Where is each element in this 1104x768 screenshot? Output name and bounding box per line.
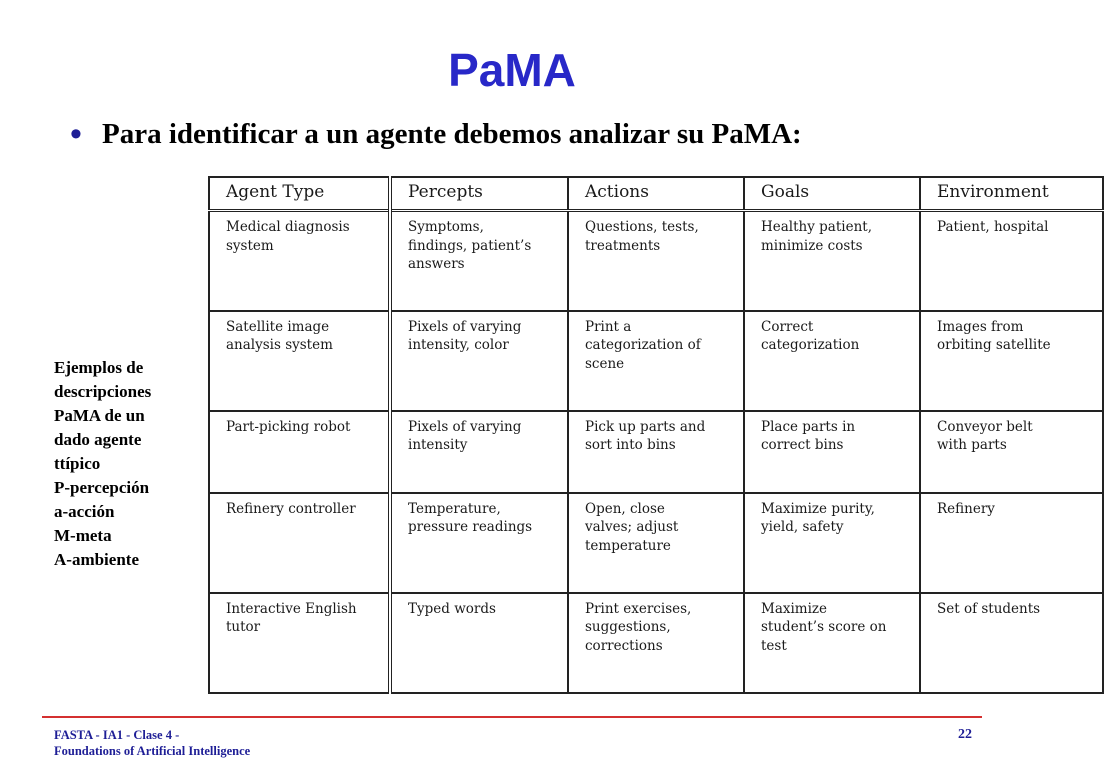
- cell-actions: [568, 593, 744, 693]
- cell-line: findings, patient’s: [408, 237, 532, 254]
- cell-actions: [568, 211, 744, 311]
- bullet-text: Para identificar a un agente debemos analizar su PaMA:: [102, 118, 802, 150]
- cell-environment: [920, 311, 1103, 411]
- cell-actions: [568, 493, 744, 593]
- cell-line: correct bins: [761, 437, 844, 454]
- cell-line: intensity, color: [408, 337, 509, 354]
- cell-line: system: [226, 237, 274, 254]
- cell-goals: [744, 311, 920, 411]
- pama-table: [208, 176, 1104, 694]
- bullet-point: [70, 112, 802, 156]
- cell-line: student’s score on: [761, 619, 887, 636]
- header-actions: Actions: [568, 177, 744, 211]
- cell-percepts: [390, 211, 568, 311]
- cell-line: Images from: [937, 318, 1024, 335]
- side-note-line: A-ambiente: [54, 550, 139, 569]
- cell-line: with parts: [937, 437, 1007, 454]
- cell-line: Correct: [761, 318, 814, 335]
- cell-line: temperature: [585, 537, 671, 554]
- cell-agent-type: [209, 593, 390, 693]
- cell-percepts: [390, 411, 568, 493]
- cell-goals: [744, 593, 920, 693]
- side-note-line: dado agente: [54, 430, 142, 449]
- cell-line: categorization: [761, 337, 860, 354]
- cell-agent-type: [209, 493, 390, 593]
- cell-line: test: [761, 637, 787, 654]
- cell-line: Maximize purity,: [761, 500, 875, 517]
- header-agent-type: Agent Type: [209, 177, 390, 211]
- cell-line: Maximize: [761, 600, 828, 617]
- cell-line: Pick up parts and: [585, 418, 706, 435]
- cell-line: orbiting satellite: [937, 337, 1051, 354]
- cell-line: treatments: [585, 237, 661, 254]
- cell-line: Healthy patient,: [761, 219, 872, 235]
- cell-environment: [920, 593, 1103, 693]
- cell-line: categorization of: [585, 337, 701, 354]
- header-goals: Goals: [744, 177, 920, 211]
- footer-course-info: [54, 727, 250, 759]
- cell-agent-type: [209, 411, 390, 493]
- header-environment: Environment: [920, 177, 1103, 211]
- cell-line: analysis system: [226, 337, 333, 354]
- cell-line: scene: [585, 355, 625, 372]
- cell-line: Pixels of varying: [408, 418, 522, 435]
- side-note-line: P-percepción: [54, 478, 150, 497]
- cell-line: Patient, hospital: [937, 219, 1049, 235]
- cell-line: Print exercises,: [585, 600, 692, 617]
- cell-line: Medical diagnosis: [226, 219, 350, 235]
- cell-line: Print a: [585, 318, 632, 335]
- side-note: [54, 356, 204, 572]
- footer-line-2: Foundations of Artificial Intelligence: [54, 744, 251, 758]
- cell-environment: [920, 211, 1103, 311]
- cell-line: Refinery controller: [226, 500, 356, 517]
- cell-line: suggestions,: [585, 619, 671, 636]
- cell-actions: [568, 411, 744, 493]
- cell-goals: [744, 493, 920, 593]
- cell-line: valves; adjust: [585, 519, 679, 536]
- cell-line: pressure readings: [408, 519, 533, 536]
- cell-percepts: [390, 311, 568, 411]
- cell-line: Temperature,: [408, 500, 501, 517]
- cell-line: Interactive English: [226, 600, 357, 617]
- footer-line-1: FASTA - IA1 - Clase 4 -: [54, 728, 180, 742]
- cell-line: sort into bins: [585, 437, 676, 454]
- cell-line: Refinery: [937, 500, 995, 517]
- footer-divider: [42, 716, 982, 718]
- cell-percepts: [390, 493, 568, 593]
- cell-actions: [568, 311, 744, 411]
- side-note-line: Ejemplos de: [54, 358, 144, 377]
- cell-line: minimize costs: [761, 237, 863, 254]
- cell-line: Pixels of varying: [408, 318, 522, 335]
- cell-line: yield, safety: [761, 519, 844, 536]
- side-note-line: PaMA de un: [54, 406, 145, 425]
- cell-line: Typed words: [408, 600, 496, 617]
- side-note-line: a-acción: [54, 502, 115, 521]
- table-row: [209, 493, 1103, 593]
- cell-line: Part-picking robot: [226, 418, 351, 435]
- side-note-line: M-meta: [54, 526, 112, 545]
- cell-goals: [744, 211, 920, 311]
- header-percepts: Percepts: [390, 177, 568, 211]
- cell-environment: [920, 411, 1103, 493]
- bullet-dot-icon: •: [70, 115, 82, 153]
- cell-environment: [920, 493, 1103, 593]
- cell-line: Open, close: [585, 500, 665, 517]
- side-note-line: descripciones: [54, 382, 152, 401]
- page-number: 22: [958, 727, 972, 742]
- cell-line: Conveyor belt: [937, 418, 1033, 435]
- cell-line: Set of students: [937, 600, 1041, 617]
- table-row: [209, 593, 1103, 693]
- cell-line: corrections: [585, 637, 663, 654]
- cell-agent-type: [209, 211, 390, 311]
- cell-line: answers: [408, 256, 465, 272]
- cell-agent-type: [209, 311, 390, 411]
- cell-line: tutor: [226, 619, 261, 636]
- slide-title: PaMA: [448, 44, 576, 96]
- table-body: [209, 211, 1103, 694]
- cell-line: intensity: [408, 437, 468, 454]
- cell-line: Symptoms,: [408, 219, 484, 235]
- table-header-row: [209, 177, 1103, 211]
- cell-goals: [744, 411, 920, 493]
- table-row: [209, 411, 1103, 493]
- cell-line: Satellite image: [226, 318, 330, 335]
- table-row: [209, 211, 1103, 311]
- cell-line: Place parts in: [761, 418, 856, 435]
- pama-table-container: [208, 176, 1051, 694]
- cell-line: Questions, tests,: [585, 219, 699, 235]
- table-row: [209, 311, 1103, 411]
- cell-percepts: [390, 593, 568, 693]
- side-note-line: ttípico: [54, 454, 101, 473]
